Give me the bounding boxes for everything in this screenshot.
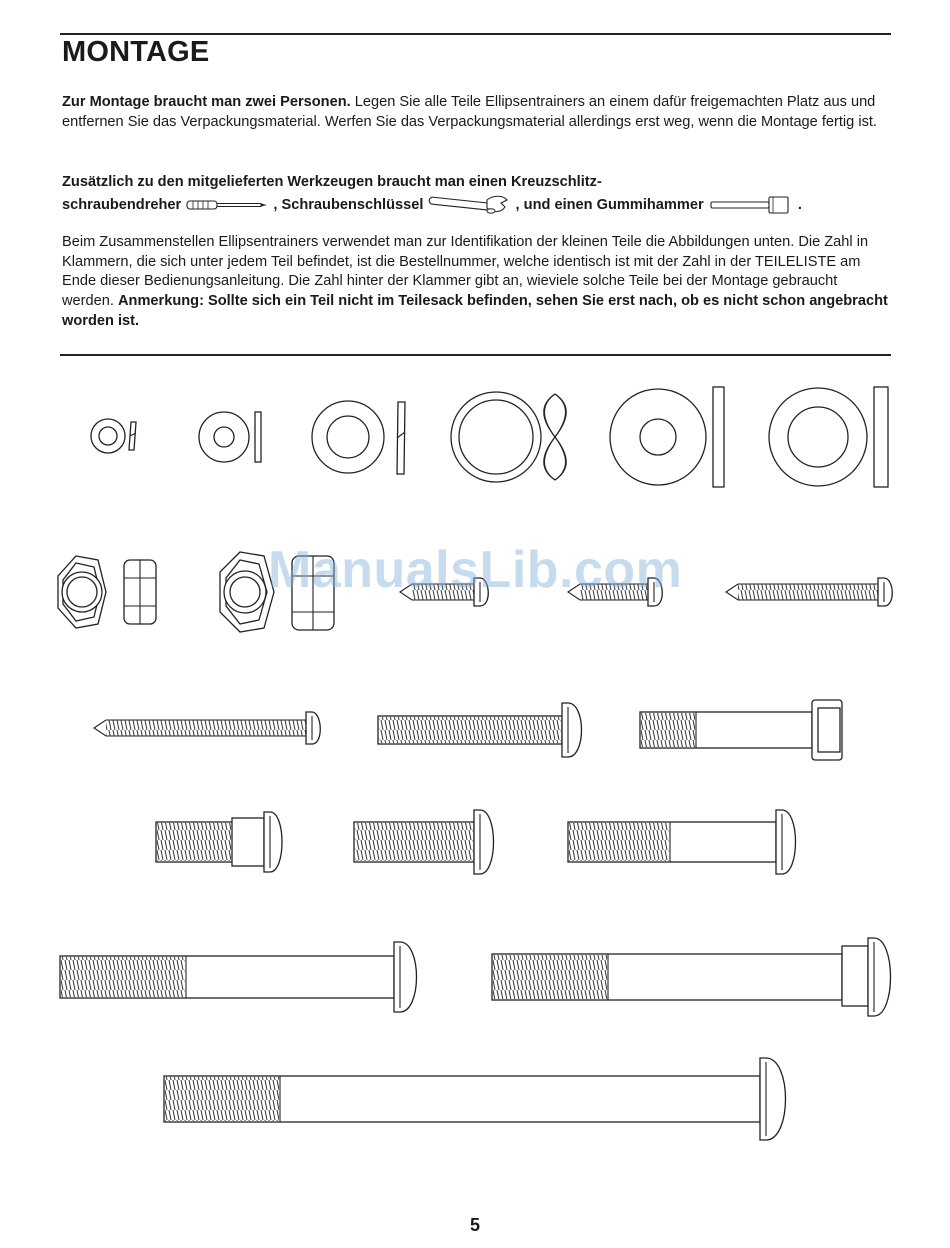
- section-rule: [60, 354, 891, 356]
- button-head-bolt-long-threaded: [378, 703, 582, 757]
- flange-head-bolt-long: [492, 938, 891, 1016]
- top-rule: [60, 33, 891, 35]
- watermark: ManualsLib.com: [268, 541, 683, 599]
- button-head-bolt-long: [60, 942, 417, 1012]
- tools-line-2: [62, 193, 802, 217]
- tools-end: .: [797, 196, 802, 213]
- identification-text: Beim Zusammenstellen Ellipsentrainers verwendet man zur Identifikation der kleinen Teile die Abbildungen unten. Die Zahl in Klammern, die sich unter jedem Teil befindet, ist die Bestellnummer, welche identisch ist mit der Zahl in der TEILELISTE am Ende dieser Bedienungsanleitung. Die Zahl hinter der Klammer gibt an, wieviele solche Teile bei der Montage gebraucht werden.: [62, 234, 869, 310]
- nylon-lock-nut-large: [220, 552, 334, 632]
- rubber-mallet-icon: [708, 193, 794, 217]
- identification-paragraph: [62, 233, 892, 332]
- tools-hammer-label: , und einen Gummihammer: [515, 196, 704, 213]
- screwdriver-icon: [185, 198, 269, 212]
- self-tapping-screw-long: [726, 578, 892, 606]
- self-tapping-screw-xlong: [94, 712, 320, 744]
- lock-washer-small: [91, 419, 136, 453]
- retaining-ring: [451, 392, 566, 482]
- tools-wrench-label: , Schraubenschlüssel: [273, 196, 424, 213]
- intro-text: Legen Sie alle Teile Ellipsentrainers an einem dafür freigemachten Platz aus und entfernen Sie das Verpackungsmaterial. Werfen Sie das Verpackungsmaterial allerdings erst weg, wenn die Montage fertig ist.: [62, 94, 877, 130]
- button-head-bolt-medium: [354, 810, 494, 874]
- intro-lead: Zur Montage braucht man zwei Personen.: [62, 94, 351, 110]
- page-title: MONTAGE: [62, 36, 210, 68]
- tools-line-1: Zusätzlich zu den mitgelieferten Werkzeugen braucht man einen Kreuzschlitz-: [62, 174, 602, 190]
- self-tapping-screw-medium: [568, 578, 662, 606]
- flat-washer-xlarge: [769, 387, 888, 487]
- shoulder-bolt-short: [156, 812, 282, 872]
- flat-washer-small: [199, 412, 261, 462]
- flange-bolt-partial-thread: [640, 700, 842, 760]
- page-number: 5: [469, 1215, 480, 1235]
- wrench-icon: [427, 194, 511, 216]
- parts-illustration: [0, 370, 950, 1170]
- lock-washer-medium: [312, 401, 405, 474]
- tools-screwdriver-label: schraubendreher: [62, 196, 182, 213]
- intro-paragraph: [62, 93, 892, 132]
- identification-note: Anmerkung: Sollte sich ein Teil nicht im Teilesack befinden, sehen Sie erst nach, ob es nicht schon angebracht worden ist.: [62, 293, 888, 329]
- button-head-bolt-xlong: [164, 1058, 786, 1140]
- flat-washer-large: [610, 387, 724, 487]
- button-head-bolt-partial-thread: [568, 810, 796, 874]
- self-tapping-screw-short: [400, 578, 488, 606]
- nylon-lock-nut-small: [58, 556, 156, 628]
